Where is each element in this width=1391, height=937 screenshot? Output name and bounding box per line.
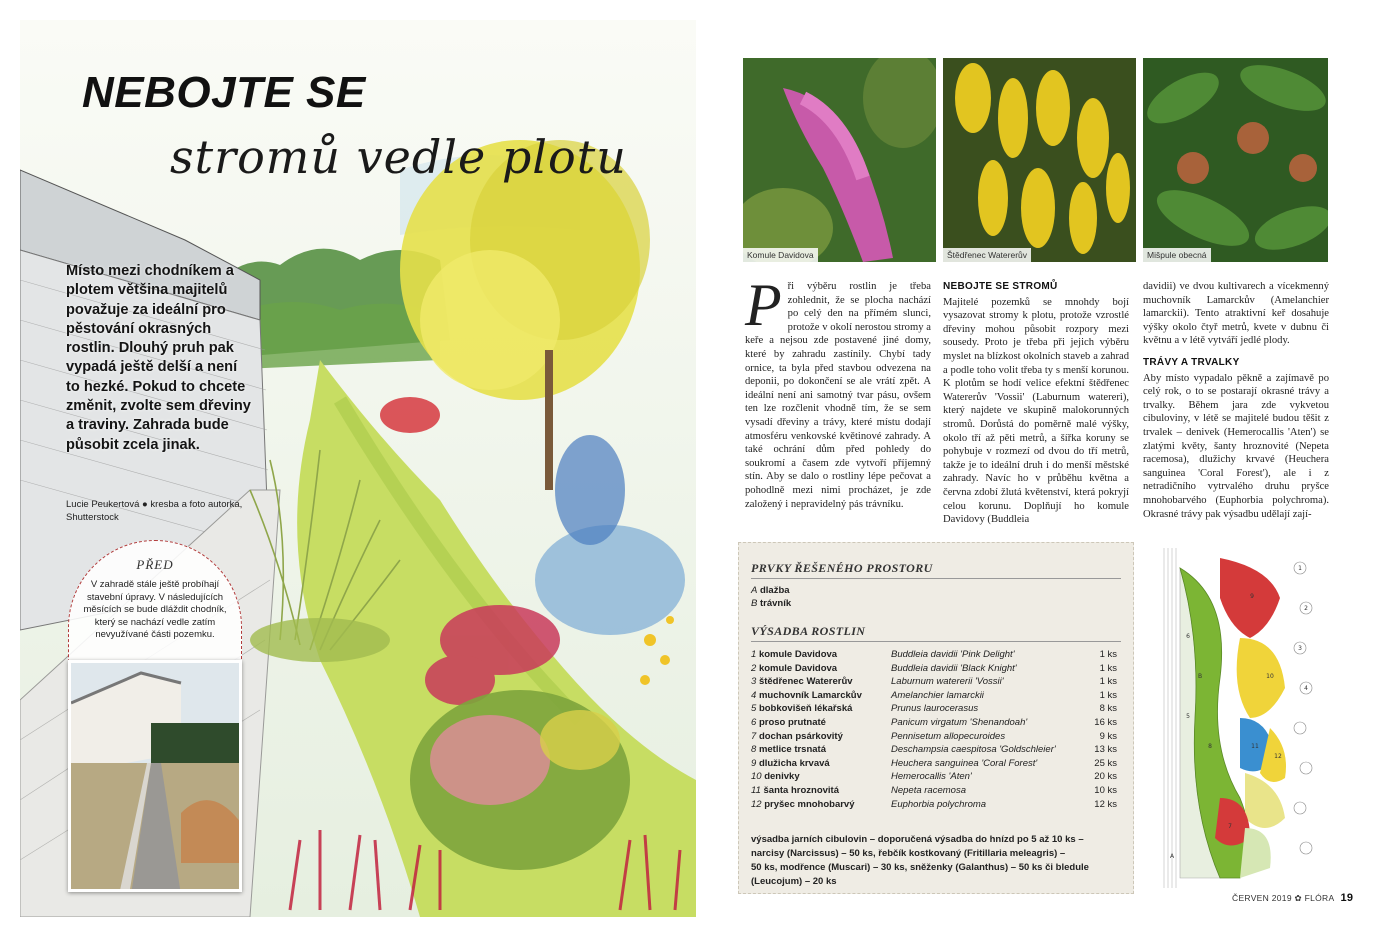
plant-count: 8 ks [1099,703,1117,715]
plant-count: 1 ks [1099,649,1117,660]
plant-name [751,784,891,798]
before-photo [68,660,242,892]
plant-count: 25 ks [1094,757,1117,769]
plan-label: 1 [1298,565,1302,572]
plant-number: 5 [751,703,757,715]
plant-count: 1 ks [1099,662,1117,674]
plant-latin-name: Laburnum watererii 'Vossii' [891,676,1004,688]
bulbs-line-2: narcisy (Narcissus) – 50 ks, řebčík kostkovaný (Fritillaria meleagris) – [751,848,1066,860]
plant-name [751,757,891,771]
element-key: A [751,585,758,596]
plant-common-name: denivky [764,771,800,783]
plant-latin-name: Prunus laurocerasus [891,703,979,715]
photo-laburnum [943,58,1136,262]
plant-latin-name: Buddleia davidii 'Pink Delight' [891,649,1015,660]
lead-paragraph: Místo mezi chodníkem a plotem většina majitelů považuje za ideální pro pěstování okrasných rostlin. Dlouhý pruh pak vypadá ještě delší a není to hezké. Pokud to chcete změnit, zvolte sem dřeviny a traviny. Zahrada bude působit zcela jinak. [66,263,251,453]
element-label: trávník [759,597,792,609]
photo-caption: Mišpule obecná [1143,248,1211,262]
column-2-text: Majitelé pozemků se mnohdy bojí vysazovat stromy k plotu, protože vzrostlé dřeviny mohou působit rozpory mezi sousedy. Proto je třeba při jejich výběru myslet na blízkost okolních staveb a zahrad a podle toho volit třeba ty s menší korunou. K plotům se hodí velice efektní štědřenec Watererův 'Vossii' (Laburnum watereri), který najdete ve skupině malokorunných stromů. Dorůstá do poměrně malé výšky, okolo tří až pěti metrů, a šířka koruny se pohybuje v rozmezí od dvou do tří metrů, takže je to ideální druh i do menší městské zahrady. Navíc ho v průběhu května a června zdobí žlutá květenství, která pokryjí celou korunu. Doplňují ho komule Davidovy (Buddleia [943,296,1129,526]
plan-label: 5 [1186,713,1190,720]
table-row [751,716,1117,730]
plan-label: 7 [1228,823,1232,830]
plant-count: 1 ks [1099,676,1117,688]
plant-count: 13 ks [1094,744,1117,756]
before-title: PŘED [136,557,174,572]
bulbs-line-3: 50 ks, modřence (Muscari) – 30 ks, sněženky (Galanthus) – 50 ks či bledule [751,862,1089,874]
plant-latin-name: Buddleia davidii 'Black Knight' [891,662,1017,674]
article-column-2 [943,280,1129,527]
plan-label: B [1197,673,1203,680]
column-3-text-b: Aby místo vypadalo pěkně a zajímavě po celý rok, o to se postarají okrasné trávy a trvalky. Během jara zde vykvetou cibuloviny, v létě se majitelé budou těšit z trvalek – denivek (Hemerocallis 'Aten') se zlatými květy, šanty hroznovité (Nepeta racemosa), dlužichy krvavé (Heuchera sanguinea 'Coral Forest'), ale i z netradičního vytrvalého druhu pryšce mnohobarvého (Euphorbia polychroma). Okrasné trávy pak výsadbu udělají zají- [1143,372,1329,520]
plant-count: 10 ks [1094,784,1117,796]
plan-label: 4 [1304,685,1308,692]
laburnum-photo-image [943,58,1136,262]
plant-common-name: muchovník Lamarckův [758,689,862,701]
plant-name [751,743,891,757]
plan-label: 9 [1250,593,1254,600]
plant-count: 16 ks [1094,716,1117,728]
table-row [751,648,1117,662]
author-credit: Lucie Peukertová ● kresba a foto autorka, Shutterstock [66,499,243,523]
table-row [751,675,1117,689]
plant-number: 1 [751,649,757,660]
element-label: dlažba [759,585,790,596]
planting-list-box [738,542,1134,894]
page-subtitle-script: stromů vedle plotu [170,130,627,184]
plant-number: 2 [751,662,757,674]
drop-cap: P [745,272,782,338]
plant-count: 12 ks [1094,798,1117,810]
plant-common-name: šanta hroznovitá [763,784,840,796]
plant-number: 7 [751,730,757,742]
plant-common-name: štědřenec Watererův [758,676,853,688]
plant-common-name: komule Davidova [758,649,838,660]
plant-count: 9 ks [1099,730,1117,742]
plant-number: 4 [751,689,757,701]
table-row [751,689,1117,703]
before-callout [68,540,242,670]
table-row [751,702,1117,716]
bulbs-line-4: (Leucojum) – 20 ks [751,876,837,888]
plan-label: 3 [1298,645,1302,652]
photo-caption: Štědřenec Watererův [943,248,1031,262]
plant-number: 6 [751,716,757,728]
article-column-1 [745,272,931,511]
column-1-text: ři výběru rostlin je třeba zohlednit, že se plocha nachází po celý den na přímém slunci, protože v okolí nerostou stromy a keře a nejsou zde postavené jiné domy, které by zahradu zastínily. Chybí tady ornice, ta byla před stavbou odvezena na deponii, po dokončení se ale vrátí zpět. A ideální není ani samotný tvar pásu, ovšem ten lze rozčlenit vhodně tím, že se sem vysadí dřeviny a trávy, které místu dodají atmosféru venkovské květinové zahrady. A také ochrání dům před pohledy do soukromí a časem zde vytvoří příjemný stín. Aby se dalo o rostliny lépe pečovat a pohodlně mezi nimi procházet, je zde založený i nepravidelný pás trávníku. [745,281,931,510]
plan-label: 12 [1274,753,1282,760]
garden-plan [1160,548,1322,888]
plan-label: A [1169,853,1175,860]
plant-common-name: metlice trsnatá [758,744,826,756]
plant-name [751,716,891,730]
plant-number: 8 [751,744,757,756]
plant-number: 11 [751,784,761,796]
plant-number: 3 [751,676,757,688]
plant-count: 1 ks [1099,689,1117,701]
plant-common-name: pryšec mnohobarvý [764,798,855,810]
plant-name [751,648,891,662]
plant-common-name: dochan psárkovitý [758,730,843,742]
box-heading-elements: PRVKY ŘEŠENÉHO PROSTORU [751,561,1121,579]
plant-latin-name: Euphorbia polychroma [891,798,987,810]
plant-number: 12 [751,798,762,810]
plant-name [751,730,891,744]
page-number: 19 [1340,892,1354,904]
left-page-illustration [20,20,696,917]
plant-table [751,648,1117,811]
plant-latin-name: Heuchera sanguinea 'Coral Forest' [891,757,1038,769]
photo-buddleia [743,58,936,262]
plant-common-name: bobkovišeň lékařská [758,703,853,715]
plan-label: 6 [1186,633,1190,640]
plant-name [751,689,891,703]
buddleia-photo-image [743,58,936,262]
before-text: V zahradě stále ještě probíhají stavební úpravy. V následujících měsících se bude dláždit chodník, který se nachází vedle zatím nevyužívané části pozemku. [83,579,227,641]
element-item [751,598,1121,611]
footer-issue: ČERVEN 2019 ✿ FLÓRA [1232,893,1335,903]
construction-photo-image [71,663,242,892]
plant-common-name: dlužicha krvavá [758,757,830,769]
plan-label: 10 [1266,673,1274,680]
table-row [751,770,1117,784]
section-heading-trees: NEBOJTE SE STROMŮ [943,281,1058,292]
section-heading-grasses: TRÁVY A TRVALKY [1143,356,1240,368]
garden-plan-drawing [1160,548,1322,888]
plant-latin-name: Nepeta racemosa [891,784,966,796]
plant-number: 9 [751,757,757,769]
plant-name [751,662,891,676]
column-3-text-a: davidii) ve dvou kultivarech a vícekmenný muchovník Lamarckův (Amelanchier lamarckii). Tento atraktivní keř dosahuje výšky okolo čtyř metrů, kvete v dubnu či květnu a v létě vytváří jedlé plody. [1143,281,1329,347]
photo-medlar [1143,58,1328,262]
plant-latin-name: Deschampsia caespitosa 'Goldschleier' [891,744,1056,756]
plant-count: 20 ks [1094,771,1117,783]
bulbs-line-1: výsadba jarních cibulovin – doporučená výsadba do hnízd po 5 až 10 ks – [751,834,1084,846]
table-row [751,743,1117,757]
plant-latin-name: Amelanchier lamarckii [891,689,984,701]
plan-label: 11 [1251,743,1259,750]
plant-latin-name: Pennisetum allopecuroides [891,730,1006,742]
table-row [751,784,1117,798]
photo-caption: Komule Davidova [743,248,818,262]
table-row [751,730,1117,744]
plant-name [751,702,891,716]
planting-list-content [751,561,1121,889]
element-key: B [751,597,758,609]
plant-name [751,798,891,812]
plant-common-name: proso prutnaté [758,716,826,728]
plant-name [751,675,891,689]
table-row [751,662,1117,676]
bulbs-note [751,833,1121,889]
plant-common-name: komule Davidova [758,662,838,674]
plant-name [751,770,891,784]
table-row [751,757,1117,771]
plan-label: 8 [1208,743,1212,750]
medlar-photo-image [1143,58,1328,262]
page-footer [1232,892,1353,904]
box-heading-planting: VÝSADBA ROSTLIN [751,624,1121,642]
article-column-3 [1143,280,1329,521]
element-item [751,585,1121,598]
plant-latin-name: Hemerocallis 'Aten' [891,771,972,783]
plant-number: 10 [751,771,762,783]
plan-label: 2 [1304,605,1308,612]
plant-latin-name: Panicum virgatum 'Shenandoah' [891,716,1028,728]
table-row [751,798,1117,812]
page-title: NEBOJTE SE [82,68,366,117]
